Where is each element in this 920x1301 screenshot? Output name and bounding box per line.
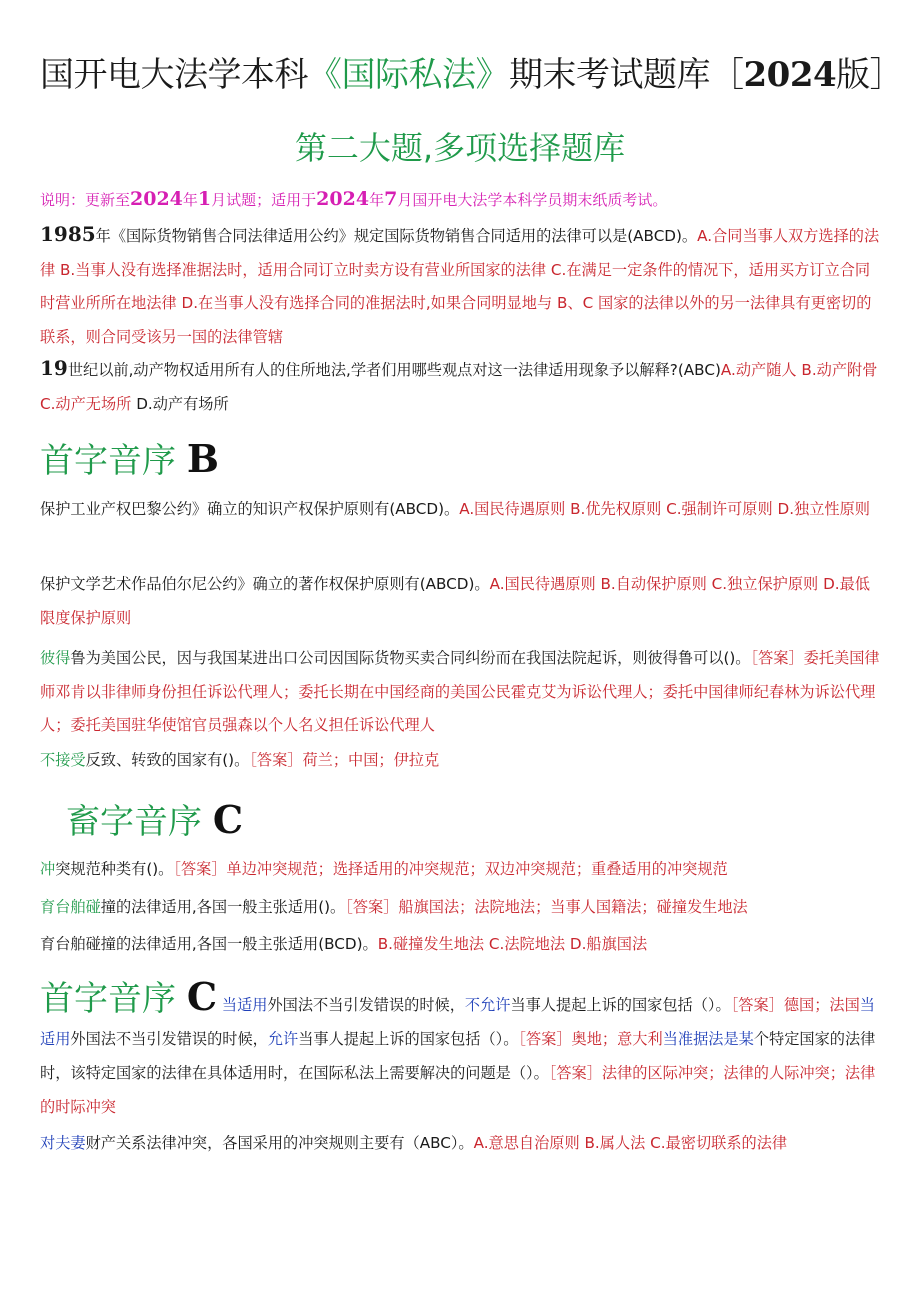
heading-label: 首字音序 <box>40 979 176 1019</box>
update-note <box>40 186 900 213</box>
answer-text: A.合同当事人双方选择的法律 B.当事人没有选择准据法时，适用合同订立时卖方设有营业所国家的法律 C.在满足一定条件的情况下，适用买方订立合同时营业所所在地法律 D.在当事人没有选择合同的准据法时,如果合同明显地与 B、C 国家的法律以外的另一法律具有更密切的联系，则合同受该另一国的法律管辖 <box>40 227 880 346</box>
question-item <box>40 853 885 887</box>
title-course: 《国际私法》 <box>308 55 509 95</box>
question-lead: 彼得 <box>40 649 71 667</box>
heading-letter: B <box>186 436 219 481</box>
question-text: 个特定国家的法律时，该特定国家的法律在具体适用时，在国际私法上需要解决的问题是（）。 <box>40 1030 876 1082</box>
question-item <box>40 642 885 743</box>
page-title <box>40 52 910 98</box>
question-lead: 当适用 <box>40 996 875 1048</box>
question-text: 财产关系法律冲突，各国采用的冲突规则主要有（ABC）。 <box>85 1134 474 1152</box>
answer-text: 荷兰；中国；伊拉克 <box>302 751 440 769</box>
title-version: 版］ <box>836 55 904 95</box>
answer-text: ［答案］委托美国律师邓肯以非律师身份担任诉讼代理人；委托长期在中国经商的美国公民霍克艾为诉讼代理人；委托中国律师纪春林为诉讼代理人；委托美国驻华使馆官员强森以个人名义担任诉讼代理人 <box>40 649 880 734</box>
question-item <box>40 218 885 354</box>
title-suffix: 期末考试题库［ <box>509 55 744 95</box>
question-item <box>40 1127 885 1161</box>
question-text: 年《国际货物销售合同法律适用公约》规定国际货物销售合同适用的法律可以是(ABCD)。 <box>95 227 698 245</box>
question-text: 世纪以前,动产物权适用所有人的住所地法,学者们用哪些观点对这一法律适用现象予以解释?(ABC) <box>67 361 721 379</box>
answer-text: A.动产随人 B.动产附骨 C.动产无场所 <box>40 361 878 413</box>
answer-text: B.碰撞发生地法 C.法院地法 D.船旗国法 <box>377 935 648 953</box>
answer-text: ［答案］法律的区际冲突；法律的人际冲突；法律的时际冲突 <box>40 1064 876 1116</box>
question-lead: 允许 <box>267 1030 299 1048</box>
question-text: 当事人提起上诉的国家包括（）。 <box>298 1030 519 1048</box>
question-text: 外国法不当引发错误的时候， <box>70 1030 268 1048</box>
note-month: 1 <box>197 188 212 210</box>
question-lead: 冲 <box>40 860 56 878</box>
pinyin-heading-c-inline <box>40 974 218 1019</box>
question-text: 鲁为美国公民，因与我国某进出口公司因国际货物买卖合同纠纷而在我国法院起诉，则彼得鲁可以()。 <box>70 649 751 667</box>
question-text: 突规范种类有()。 <box>55 860 174 878</box>
question-item <box>40 352 885 421</box>
question-text: 保护文学艺术作品伯尔尼公约》确立的著作权保护原则有(ABCD)。 <box>40 575 490 593</box>
pinyin-heading-b <box>40 436 219 484</box>
question-item <box>40 744 885 778</box>
question-lead: 当准据法是某 <box>662 1030 754 1048</box>
note-text: 月试题；适用于 <box>211 191 317 209</box>
answer-text: ［答案］德国；法国 <box>730 996 860 1014</box>
heading-label: 首字音序 <box>40 441 176 481</box>
question-item <box>40 928 885 962</box>
heading-letter: C <box>186 974 218 1019</box>
answer-text: ［答案］船旗国法；法院地法；当事人国籍法；碰撞发生地法 <box>345 898 748 916</box>
question-text: 撞的法律适用,各国一般主张适用()。 <box>100 898 346 916</box>
question-lead: 对夫妻 <box>40 1134 86 1152</box>
question-lead: 不允许 <box>464 996 511 1014</box>
answer-tag: ［答案］ <box>249 751 303 769</box>
question-block-c <box>40 974 885 1124</box>
question-item <box>40 568 885 635</box>
question-text: 反致、转致的国家有()。 <box>85 751 250 769</box>
pinyin-heading-c <box>66 797 243 845</box>
heading-letter: C <box>212 797 244 842</box>
question-item <box>40 493 885 527</box>
note-month: 7 <box>384 188 398 210</box>
note-text: 月国开电大法学本科学员期末纸质考试。 <box>397 191 668 209</box>
answer-text: ［答案］奥地；意大利 <box>518 1030 663 1048</box>
question-text: 外国法不当引发错误的时候， <box>267 996 465 1014</box>
answer-text: A.国民待遇原则 B.自动保护原则 C.独立保护原则 D.最低限度保护原则 <box>40 575 870 627</box>
section-subtitle: 第二大题,多项选择题库 <box>294 129 626 167</box>
note-year: 2024 <box>130 188 183 210</box>
answer-text: ［答案］单边冲突规范；选择适用的冲突规范；双边冲突规范；重叠适用的冲突规范 <box>173 860 728 878</box>
question-text: 当事人提起上诉的国家包括（）。 <box>510 996 731 1014</box>
heading-label: 畜字音序 <box>66 802 202 842</box>
note-year: 2024 <box>316 188 370 210</box>
question-lead: 当适用 <box>221 996 268 1014</box>
title-prefix: 国开电大法学本科 <box>40 55 308 95</box>
question-number: 19 <box>40 356 68 380</box>
question-item <box>40 891 885 925</box>
title-year: 2024 <box>743 55 837 95</box>
note-text: 年 <box>369 191 385 209</box>
note-text: 说明：更新至 <box>40 191 131 209</box>
question-text: 育台舶碰撞的法律适用,各国一般主张适用(BCD)。 <box>40 935 378 953</box>
note-text: 年 <box>182 191 198 209</box>
answer-text: A.国民待遇原则 B.优先权原则 C.强制许可原则 D.独立性原则 <box>459 500 870 518</box>
question-text: 保护工业产权巴黎公约》确立的知识产权保护原则有(ABCD)。 <box>40 500 460 518</box>
question-lead: 不接受 <box>40 751 86 769</box>
question-lead: 育台舶碰 <box>40 898 101 916</box>
answer-text-extra: D.动产有场所 <box>131 394 229 413</box>
answer-text: A.意思自治原则 B.属人法 C.最密切联系的法律 <box>473 1134 788 1152</box>
question-number: 1985 <box>40 222 96 246</box>
